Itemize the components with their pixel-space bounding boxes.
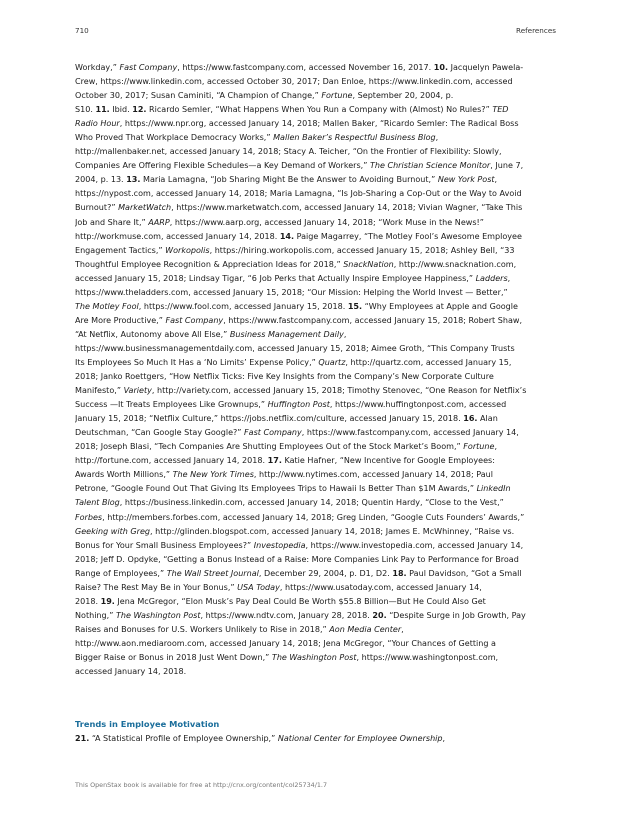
source-title: Investopedia — [253, 540, 306, 550]
text-run: “Why Employees at Apple and Google — [362, 301, 518, 311]
text-line — [75, 89, 555, 103]
text-run: Are More Productive,” — [75, 315, 166, 325]
text-line — [75, 103, 555, 117]
text-line — [75, 286, 555, 300]
text-line — [75, 159, 555, 173]
text-run: 2018; Janko Roettgers, “How Netflix Ticks: Five Key Insights from the Company’s New Corporate Culture — [75, 372, 494, 382]
text-line — [75, 230, 555, 244]
page-number: 710 — [75, 26, 89, 35]
text-run: , — [435, 133, 439, 143]
text-run: Thoughtful Employee Recognition & Appreciation Ideas for 2018,” — [75, 259, 344, 269]
text-run: , June 7, — [490, 161, 524, 171]
text-run: Maria Lamagna, “Job Sharing Might Be the Answer to Avoiding Burnout,” — [140, 175, 438, 185]
note-number: 18. — [392, 568, 407, 578]
text-run: 2018; Jeff D. Opdyke, “Getting a Bonus Instead of a Raise: More Companies Link Pay to Performance for Broad — [75, 554, 519, 564]
text-line — [75, 412, 555, 426]
text-run: , http://www.nytimes.com, accessed January 14, 2018; Paul — [253, 470, 493, 480]
text-run: , — [343, 329, 347, 339]
text-line — [75, 609, 555, 623]
text-run: January 15, 2018; “Netflix Culture,” https://jobs.netflix.com/culture, accessed January 15, 2018. — [75, 414, 464, 424]
source-title: LinkedIn — [476, 484, 511, 494]
text-run: https://www.businessmanagementdaily.com, accessed January 15, 2018; Aimee Groth, “This Company Trusts — [75, 343, 515, 353]
text-run: , https://www.investopedia.com, accessed January 14, — [305, 540, 524, 550]
source-title: TED — [492, 105, 509, 115]
text-run: , — [442, 734, 446, 743]
text-run: , — [401, 624, 404, 634]
source-title: Variety — [123, 386, 152, 396]
running-section-title: References — [516, 26, 556, 35]
text-run: Paul Davidson, “Got a Small — [406, 568, 522, 578]
note-number: 20. — [372, 610, 387, 620]
note-number: 10. — [433, 63, 449, 72]
source-title: The New York Times — [172, 470, 254, 480]
text-run: , September 20, 2004, p. — [352, 91, 454, 101]
text-line — [75, 637, 555, 651]
source-title: Forbes — [75, 512, 103, 522]
text-run: Katie Hafner, “New Incentive for Google Employees: — [281, 456, 495, 466]
text-run: http://fortune.com, accessed January 14, 2018. — [75, 456, 268, 466]
source-title: Radio Hour — [75, 119, 120, 129]
text-run: , http://www.snacknation.com, — [393, 259, 517, 269]
text-run: Awards Worth Millions,” — [75, 470, 173, 480]
text-line — [75, 61, 555, 75]
source-title: New York Post — [437, 175, 495, 185]
text-line — [75, 440, 555, 454]
text-run: , — [507, 273, 511, 283]
text-run: Jacquelyn Pawela- — [448, 63, 524, 72]
text-run: https://www.theladders.com, accessed January 15, 2018; “Our Mission: Helping the World Invest — Better,” — [75, 287, 508, 297]
text-line — [75, 468, 555, 482]
text-run: Range of Employees,” — [75, 568, 167, 578]
text-run: , December 29, 2004, p. D1, D2. — [258, 568, 393, 578]
text-run: accessed January 14, 2018. — [75, 667, 187, 677]
text-run: , — [494, 442, 498, 452]
text-line — [75, 187, 555, 201]
page-header — [75, 26, 556, 38]
text-line — [75, 356, 555, 370]
text-line — [75, 201, 555, 215]
text-run: Crew, https://www.linkedin.com, accessed October 30, 2017; Dan Enloe, https://www.linkedin.com, accessed — [75, 77, 513, 87]
text-line — [75, 496, 555, 510]
text-line — [75, 272, 555, 286]
text-run: Success —It Treats Employees Like Grownups,” — [75, 400, 268, 410]
source-title: Fortune — [463, 442, 495, 452]
source-title: Workopolis — [165, 245, 210, 255]
text-run: , https://www.usatoday.com, accessed January 14, — [279, 582, 482, 592]
note-number: 16. — [463, 414, 478, 424]
source-title: Business Management Daily — [229, 329, 344, 339]
text-line — [75, 342, 555, 356]
text-run: , https://www.npr.org, accessed January 14, 2018; Mallen Baker, “Ricardo Semler: The Radical Boss — [119, 119, 519, 129]
text-run: http://workmuse.com, accessed January 14, 2018. — [75, 231, 280, 241]
text-run: accessed January 15, 2018; Lindsay Tigar, “6 Job Perks that Actually Inspire Employee Happiness,” — [75, 273, 476, 283]
source-title: Talent Blog — [75, 498, 120, 508]
text-line — [75, 595, 555, 609]
text-run: , http://members.forbes.com, accessed January 14, 2018; Greg Linden, “Google Cuts Founders’ Awards,” — [102, 512, 525, 522]
text-run: Raise? The Rest May Be in Your Bonus,” — [75, 582, 238, 592]
text-run: Ibid. — [109, 105, 133, 115]
text-line — [75, 511, 555, 525]
text-run: 2018; Joseph Blasi, “Tech Companies Are Shutting Employees Out of the Stock Market’s Boom,” — [75, 442, 464, 452]
source-title: Huffington Post — [267, 400, 330, 410]
note-number: 21. — [75, 734, 90, 743]
source-title: AARP — [148, 217, 170, 227]
note-number: 13. — [126, 175, 141, 185]
text-run: 2018. — [75, 596, 101, 606]
text-line — [75, 145, 555, 159]
text-line — [75, 482, 555, 496]
text-run: , http://glinden.blogspot.com, accessed January 14, 2018; James E. McWhinney, “Raise vs. — [150, 526, 515, 536]
text-line — [75, 384, 555, 398]
text-run: Burnout?” — [75, 203, 119, 213]
source-title: USA Today — [237, 582, 280, 592]
source-title: Fast Company — [165, 315, 224, 325]
text-run: Who Proved That Workplace Democracy Works,” — [75, 133, 274, 143]
text-run: Companies Are Offering Flexible Schedules—a Key Demand of Workers,” — [75, 161, 370, 171]
text-run: , https://www.fool.com, accessed January 15, 2018. — [138, 301, 348, 311]
note-number: 15. — [347, 301, 363, 311]
text-line — [75, 623, 555, 637]
note-number: 19. — [100, 596, 115, 606]
text-run: , http://quartz.com, accessed January 15, — [345, 357, 512, 367]
text-run: Petrone, “Google Found Out That Giving Its Employees Trips to Hawaii Is Better Than $1M Awards,” — [75, 484, 477, 494]
text-run: https://nypost.com, accessed January 14, 2018; Maria Lamagna, “Is Job-Sharing a Cop-Out or the Way to Avoid — [75, 189, 522, 199]
source-title: The Christian Science Monitor — [369, 161, 491, 171]
text-line — [75, 258, 555, 272]
source-title: Aon Media Center — [329, 624, 402, 634]
text-run: Alan — [477, 414, 498, 424]
text-line — [75, 117, 555, 131]
text-line — [75, 398, 555, 412]
source-title: The Washington Post — [271, 652, 357, 662]
text-run: , https://www.huffingtonpost.com, accessed — [329, 400, 507, 410]
text-line — [75, 173, 555, 187]
text-line — [75, 567, 555, 581]
text-line — [75, 651, 555, 665]
source-title: Quartz — [318, 357, 346, 367]
text-line — [75, 244, 555, 258]
text-run: , https://business.linkedin.com, accessed January 14, 2018; Quentin Hardy, “Close to the Vest,” — [119, 498, 504, 508]
text-line — [75, 328, 555, 342]
text-run: Paige Magarrey, “The Motley Fool’s Awesome Employee — [294, 231, 522, 241]
source-title: SnackNation — [343, 259, 394, 269]
page-footer: This OpenStax book is available for free at http://cnx.org/content/col25734/1.7 — [75, 781, 328, 789]
text-run: Manifesto,” — [75, 386, 124, 396]
text-run: Raises and Bonuses for U.S. Workers Unlikely to Rise in 2018,” — [75, 624, 330, 634]
text-run: http://mallenbaker.net, accessed January 14, 2018; Stacy A. Teicher, “On the Frontier of Flexibility: Slowly, — [75, 147, 502, 157]
text-run: Bigger Raise or Bonus in 2018 Just Went Down,” — [75, 652, 272, 662]
text-line — [75, 581, 555, 595]
text-run: Ricardo Semler, “What Happens When You Run a Company with (Almost) No Rules?” — [146, 105, 493, 115]
note-number: 14. — [279, 231, 295, 241]
text-run: http://www.aon.mediaroom.com, accessed January 14, 2018; Jena McGregor, “Your Chances of Getting a — [75, 638, 496, 648]
text-run: Its Employees So Much It Has a ‘No Limits’ Expense Policy,” — [75, 357, 319, 367]
text-line — [75, 75, 555, 89]
section-heading: Trends in Employee Motivation — [75, 719, 220, 729]
text-run: Bonus for Your Small Business Employees?” — [75, 540, 254, 550]
text-run: “A Statistical Profile of Employee Ownership,” — [89, 734, 278, 743]
text-run: , https://www.washingtonpost.com, — [356, 652, 499, 662]
text-run: , https://www.aarp.org, accessed January 14, 2018; “Work Muse in the News!” — [169, 217, 484, 227]
reference-notes — [75, 61, 555, 679]
source-title: Ladders — [475, 273, 508, 283]
text-run: S10. — [75, 105, 96, 115]
text-run: , http://variety.com, accessed January 15, 2018; Timothy Stenovec, “One Reason for Netflix’s — [151, 386, 527, 396]
source-title: The Wall Street Journal — [166, 568, 259, 578]
source-title: The Washington Post — [115, 610, 201, 620]
text-run: , https://www.ndtv.com, January 28, 2018. — [200, 610, 373, 620]
source-title: Geeking with Greg — [75, 526, 151, 536]
text-run: , https://hiring.workopolis.com, accessed January 15, 2018; Ashley Bell, “33 — [209, 245, 515, 255]
source-title: The Motley Fool — [75, 301, 139, 311]
text-line — [75, 131, 555, 145]
text-line — [75, 665, 555, 679]
text-run: October 30, 2017; Susan Caminiti, “A Champion of Change,” — [75, 91, 322, 101]
source-title: Fortune — [321, 91, 353, 101]
source-title: Fast Company — [244, 428, 302, 438]
text-run: Job and Share It,” — [75, 217, 149, 227]
text-run: Engagement Tactics,” — [75, 245, 166, 255]
note-number: 12. — [132, 105, 147, 115]
text-run: , https://www.marketwatch.com, accessed January 14, 2018; Vivian Wagner, “Take This — [171, 203, 523, 213]
text-line — [75, 300, 555, 314]
text-run: , https://www.fastcompany.com, accessed January 14, — [301, 428, 519, 438]
text-line — [75, 370, 555, 384]
text-line — [75, 216, 555, 230]
reference-note-21 — [75, 734, 445, 743]
text-line — [75, 454, 555, 468]
text-line — [75, 426, 555, 440]
text-run: , — [494, 175, 498, 185]
text-run: , https://www.fastcompany.com, accessed January 15, 2018; Robert Shaw, — [223, 315, 523, 325]
text-run: Workday,” — [75, 63, 120, 72]
text-run: “At Netflix, Autonomy above All Else,” — [75, 329, 230, 339]
text-run: 2004, p. 13. — [75, 175, 127, 185]
text-line — [75, 553, 555, 567]
text-line — [75, 539, 555, 553]
note-number: 11. — [95, 105, 110, 115]
text-run: “Despite Surge in Job Growth, Pay — [386, 610, 526, 620]
text-run: Deutschman, “Can Google Stay Google?” — [75, 428, 245, 438]
source-title: Mallen Baker’s Respectful Business Blog — [273, 133, 436, 143]
text-run: , https://www.fastcompany.com, accessed November 16, 2017. — [177, 63, 434, 72]
text-run: Jena McGregor, “Elon Musk’s Pay Deal Could Be Worth $55.8 Billion—But He Could Also Get — [114, 596, 486, 606]
note-number: 17. — [267, 456, 282, 466]
source-title: MarketWatch — [118, 203, 172, 213]
text-line — [75, 314, 555, 328]
text-run: Nothing,” — [75, 610, 116, 620]
source-title: Fast Company — [119, 63, 178, 72]
text-line — [75, 525, 555, 539]
source-title: National Center for Employee Ownership — [277, 734, 443, 743]
